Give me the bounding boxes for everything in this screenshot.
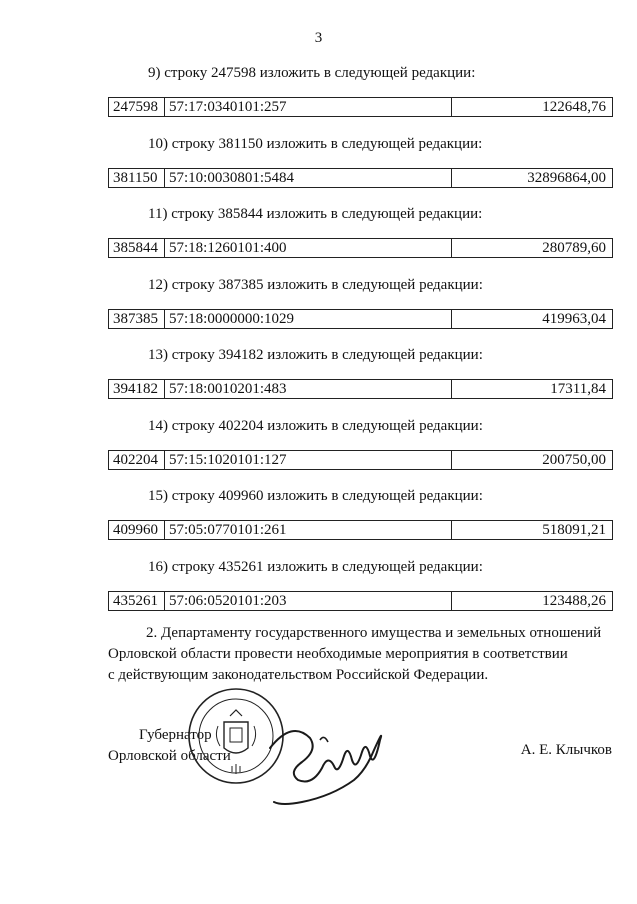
value-cell: 17311,84 xyxy=(550,381,606,397)
table-row xyxy=(108,238,613,258)
amendment-instruction: 14) строку 402204 изложить в следующей редакции: xyxy=(148,417,483,434)
paragraph-line: 2. Департаменту государственного имущества и земельных отношений xyxy=(146,625,602,641)
cadastral-number-cell: 57:06:0520101:203 xyxy=(165,592,452,610)
table-row xyxy=(108,379,613,399)
table-row xyxy=(108,450,613,470)
amendment-instruction: 11) строку 385844 изложить в следующей редакции: xyxy=(148,206,483,222)
table-row xyxy=(108,520,613,540)
cadastral-number-cell: 57:15:1020101:127 xyxy=(165,451,452,469)
table-row xyxy=(108,168,613,188)
signatory-name: А. Е. Клычков xyxy=(520,742,612,758)
cadastral-number-cell: 57:10:0030801:5484 xyxy=(165,169,452,187)
cadastral-number-cell: 57:05:0770101:261 xyxy=(165,521,452,539)
amendment-instruction: 12) строку 387385 изложить в следующей редакции: xyxy=(148,276,483,293)
row-number-cell: 402204 xyxy=(109,451,165,469)
handwritten-signature xyxy=(262,710,392,810)
amendment-instruction: 13) строку 394182 изложить в следующей редакции: xyxy=(148,347,483,363)
value-cell: 518091,21 xyxy=(542,522,606,538)
value-cell: 280789,60 xyxy=(542,240,606,256)
value-cell: 122648,76 xyxy=(542,99,606,115)
row-number-cell: 247598 xyxy=(109,98,165,116)
cadastral-number-cell: 57:18:1260101:400 xyxy=(165,239,452,257)
cadastral-number-cell: 57:18:0010201:483 xyxy=(165,380,452,398)
paragraph-line: с действующим законодательством Российской Федерации. xyxy=(108,667,489,683)
value-cell: 123488,26 xyxy=(542,592,606,609)
row-number-cell: 394182 xyxy=(109,380,165,398)
value-cell: 419963,04 xyxy=(542,310,606,327)
amendment-instruction: 16) строку 435261 изложить в следующей редакции: xyxy=(148,558,483,575)
amendment-instruction: 15) строку 409960 изложить в следующей редакции: xyxy=(148,488,483,504)
table-row xyxy=(108,309,613,329)
amendment-instruction: 9) строку 247598 изложить в следующей редакции: xyxy=(148,65,476,81)
row-number-cell: 387385 xyxy=(109,310,165,328)
value-cell: 200750,00 xyxy=(542,451,606,468)
signatory-title-line: Орловской области xyxy=(108,748,231,764)
paragraph-2 xyxy=(108,623,614,686)
value-cell: 32896864,00 xyxy=(527,169,606,186)
table-row xyxy=(108,97,613,117)
cadastral-number-cell: 57:17:0340101:257 xyxy=(165,98,452,116)
page-number: 3 xyxy=(314,30,323,46)
cadastral-number-cell: 57:18:0000000:1029 xyxy=(165,310,452,328)
paragraph-line: Орловской области провести необходимые мероприятия в соответствии xyxy=(108,646,568,662)
row-number-cell: 381150 xyxy=(109,169,165,187)
signatory-title-line: Губернатор xyxy=(139,727,212,743)
row-number-cell: 409960 xyxy=(109,521,165,539)
amendment-instruction: 10) строку 381150 изложить в следующей редакции: xyxy=(148,135,483,152)
row-number-cell: 385844 xyxy=(109,239,165,257)
table-row xyxy=(108,591,613,611)
row-number-cell: 435261 xyxy=(109,592,165,610)
